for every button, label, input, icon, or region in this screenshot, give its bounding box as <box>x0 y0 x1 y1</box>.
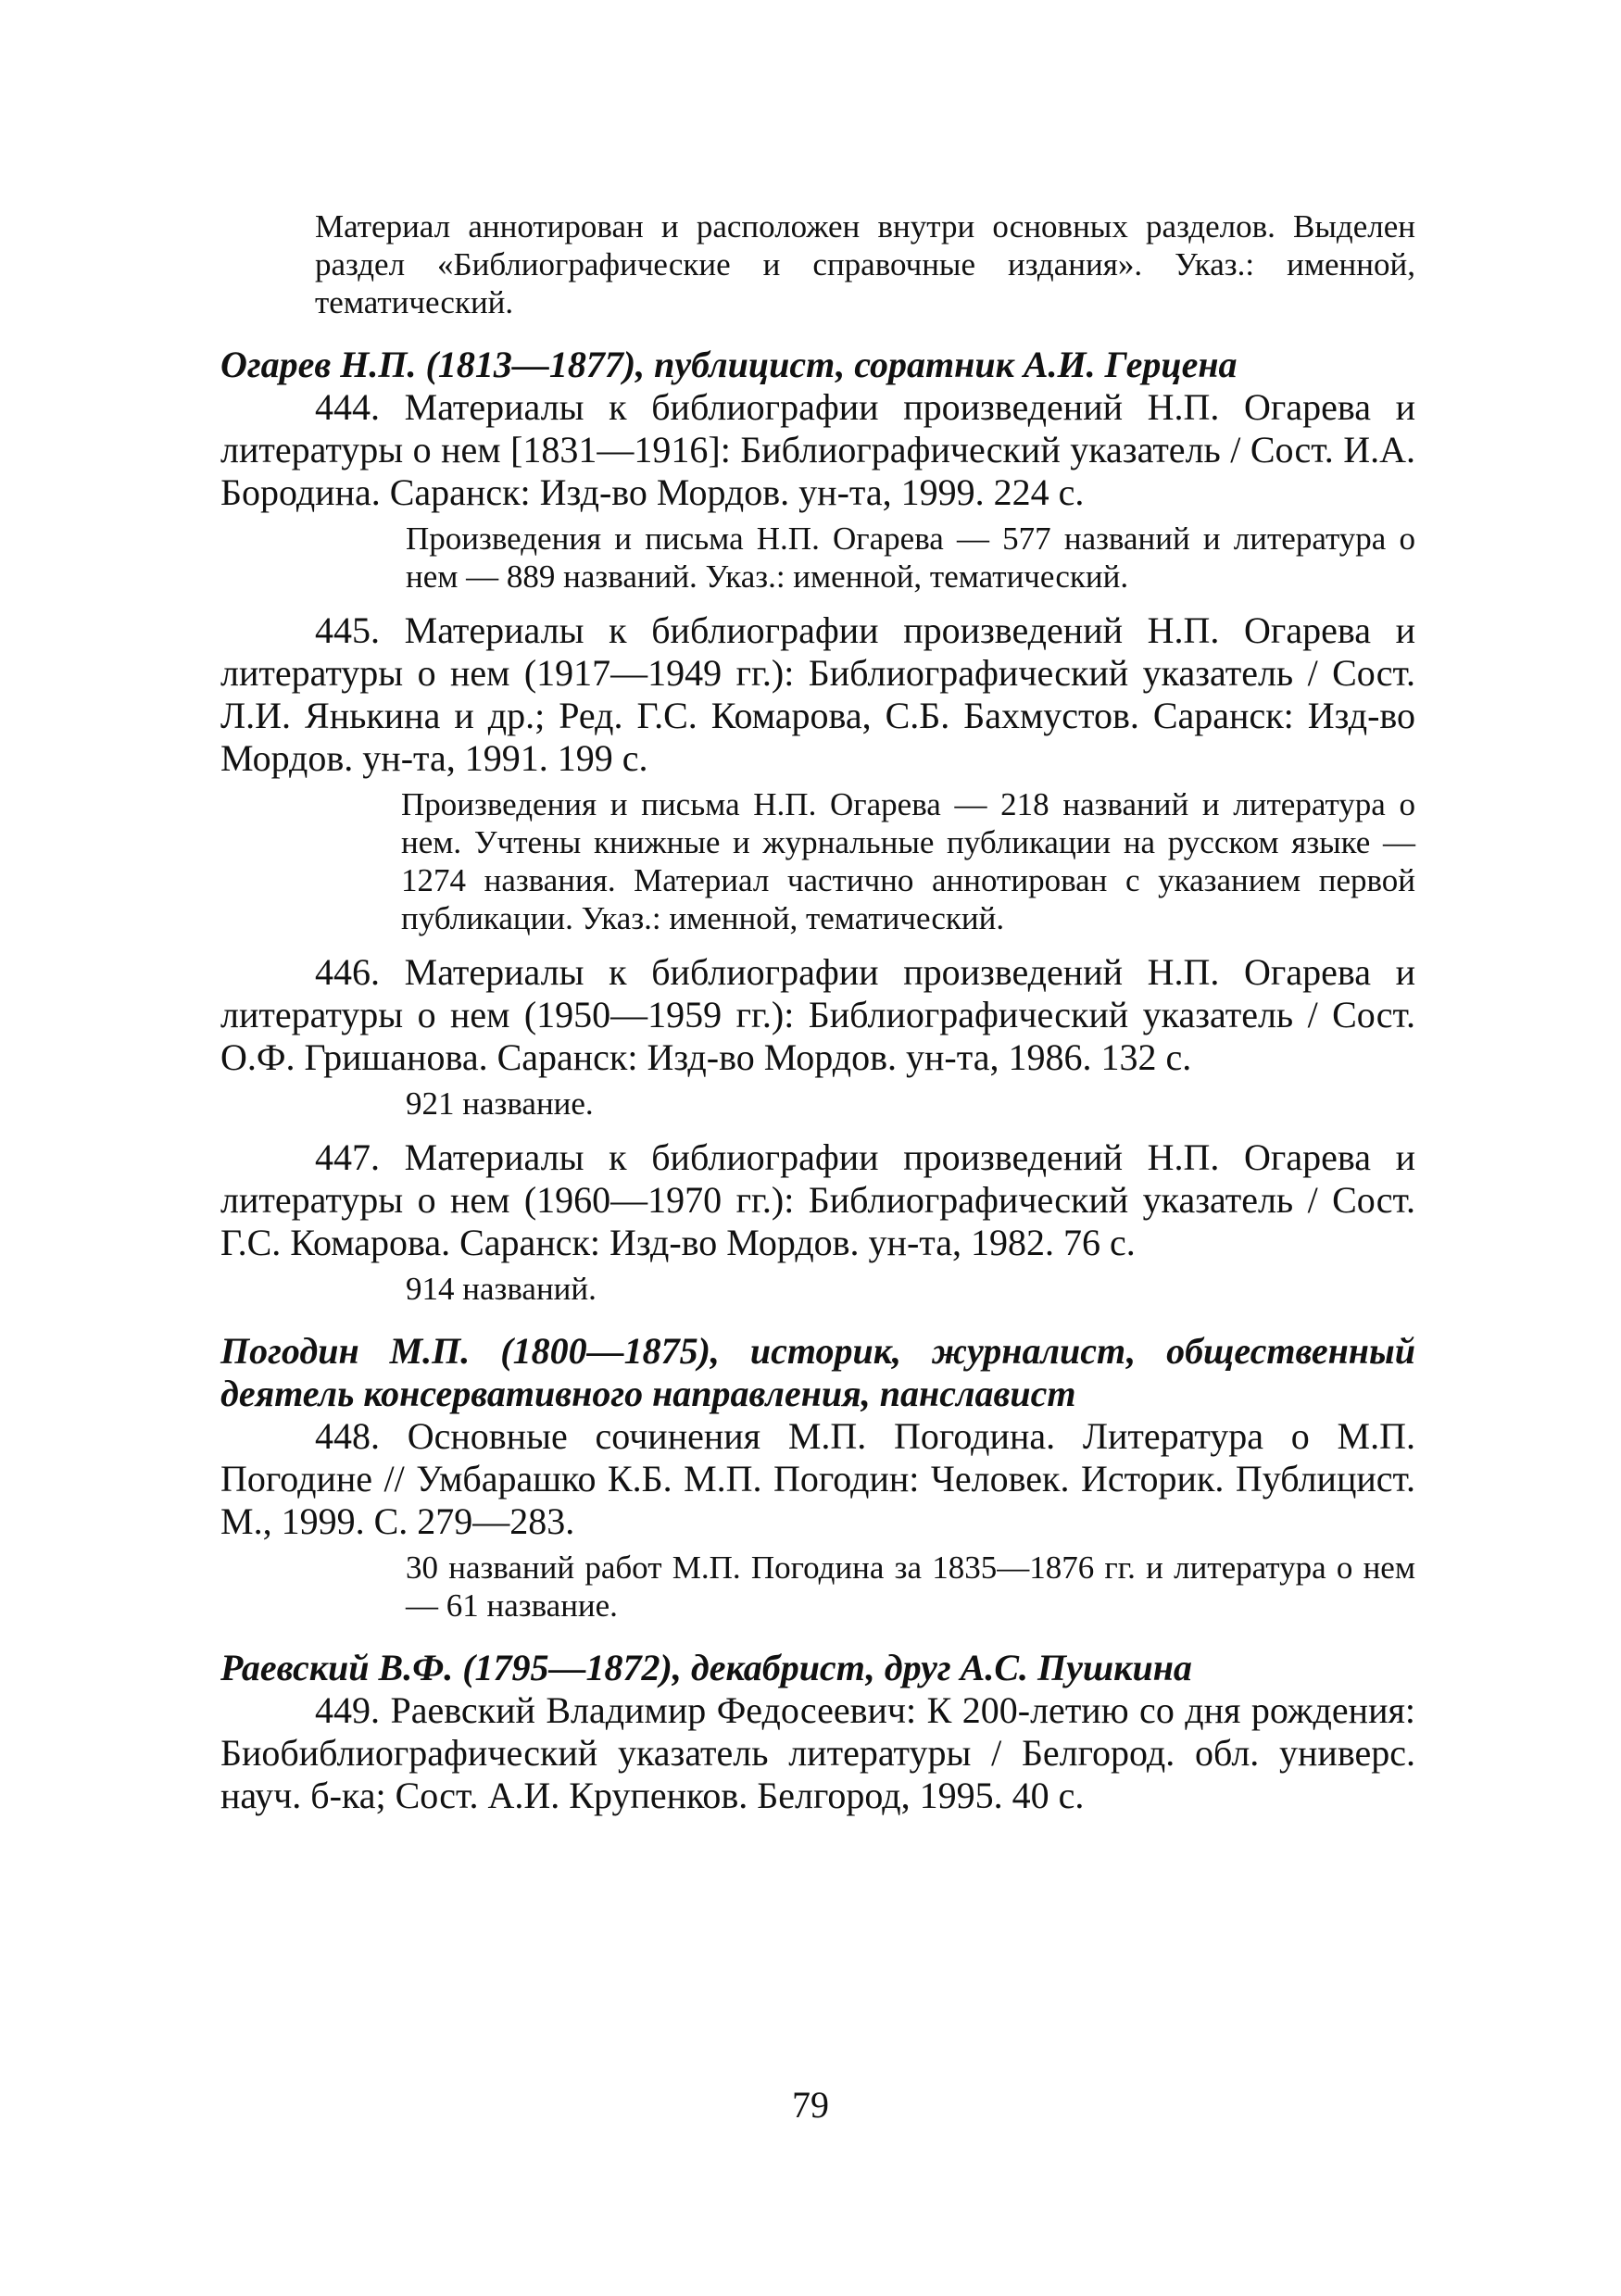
page-body <box>220 207 1415 1817</box>
entry-447: 447. Материалы к библиографии произведений Н.П. Огарева и литературы о нем (1960—1970 гг.): Библиографический указатель / Сост. Г.С. Комарова. Саранск: Изд-во Мордов. ун-та, 1982. 76 с. <box>220 1136 1415 1263</box>
entry-448: 448. Основные сочинения М.П. Погодина. Литература о М.П. Погодине // Умбарашко К.Б. М.П. Погодин: Человек. Историк. Публицист. М., 1999. С. 279—283. <box>220 1415 1415 1542</box>
entry-449: 449. Раевский Владимир Федосеевич: К 200-летию со дня рождения: Биобиблиографический указатель литературы / Белгород. обл. универс. науч. б-ка; Сост. А.И. Крупенков. Белгород, 1995. 40 с. <box>220 1689 1415 1816</box>
annotation-444: Произведения и письма Н.П. Огарева — 577 названий и литература о нем — 889 названий. Указ.: именной, тематический. <box>406 521 1415 595</box>
section-heading-pogodin: Погодин М.П. (1800—1875), историк, журналист, общественный деятель консервативного направления, панславист <box>220 1330 1415 1414</box>
intro-annotation: Материал аннотирован и расположен внутри основных разделов. Выделен раздел «Библиографические и справочные издания». Указ.: именной, тематический. <box>315 208 1415 320</box>
annotation-447: 914 названий. <box>406 1271 597 1307</box>
section-heading-raevsky: Раевский В.Ф. (1795—1872), декабрист, друг А.С. Пушкина <box>220 1647 1192 1688</box>
entry-446: 446. Материалы к библиографии произведений Н.П. Огарева и литературы о нем (1950—1959 гг.): Библиографический указатель / Сост. О.Ф. Гришанова. Саранск: Изд-во Мордов. ун-та, 1986. 132 с. <box>220 951 1415 1078</box>
entry-444: 444. Материалы к библиографии произведений Н.П. Огарева и литературы о нем [1831—1916]: Библиографический указатель / Сост. И.А. Бородина. Саранск: Изд-во Мордов. ун-та, 1999. 224 с. <box>220 386 1415 513</box>
annotation-448: 30 названий работ М.П. Погодина за 1835—1876 гг. и литература о нем — 61 название. <box>406 1549 1415 1624</box>
annotation-446: 921 название. <box>406 1085 594 1122</box>
section-heading-ogarev: Огарев Н.П. (1813—1877), публицист, соратник А.И. Герцена <box>220 344 1238 385</box>
annotation-445: Произведения и письма Н.П. Огарева — 218 названий и литература о нем. Учтены книжные и журнальные публикации на русском языке — 1274 названия. Материал частично аннотирован с указанием первой публикации. Указ.: именной, тематический. <box>401 786 1415 936</box>
entry-445: 445. Материалы к библиографии произведений Н.П. Огарева и литературы о нем (1917—1949 гг.): Библиографический указатель / Сост. Л.И. Янькина и др.; Ред. Г.С. Комарова, С.Б. Бахмустов. Саранск: Изд-во Мордов. ун-та, 1991. 199 с. <box>220 609 1415 779</box>
page-number: 79 <box>792 2084 829 2126</box>
